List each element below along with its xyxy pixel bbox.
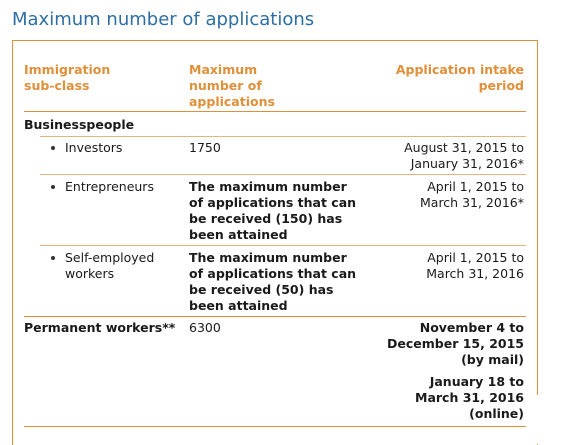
cell-line: be received (150) has bbox=[189, 211, 343, 226]
row-max-investors bbox=[189, 140, 221, 156]
cell-line: The maximum number bbox=[189, 250, 347, 265]
row-divider bbox=[40, 174, 526, 175]
cell-line: August 31, 2015 to bbox=[404, 140, 524, 155]
header-line: sub-class bbox=[24, 78, 90, 93]
cell-line: March 31, 2016* bbox=[420, 195, 524, 210]
row-subclass-entrepreneurs bbox=[65, 179, 154, 195]
cell-line: been attained bbox=[189, 227, 288, 242]
cell-line: workers bbox=[65, 266, 115, 281]
cell-line: (online) bbox=[469, 406, 524, 421]
header-line: period bbox=[478, 78, 524, 93]
row-max-permanent-workers: 6300 bbox=[189, 320, 221, 335]
cell-line: (by mail) bbox=[461, 352, 524, 367]
cell-line: of applications that can bbox=[189, 195, 357, 210]
cell-line: 1750 bbox=[189, 140, 221, 155]
section-label-permanent-workers: Permanent workers** bbox=[24, 320, 176, 335]
cell-line: December 15, 2015 bbox=[387, 336, 524, 351]
cell-line: Self-employed bbox=[65, 250, 155, 265]
cell-line: been attained bbox=[189, 298, 288, 313]
row-max-entrepreneurs bbox=[189, 179, 356, 243]
header-line: Application intake bbox=[395, 62, 524, 77]
cell-line: The maximum number bbox=[189, 179, 347, 194]
bullet-icon bbox=[51, 256, 55, 260]
cell-line: November 4 to bbox=[419, 320, 524, 335]
cell-line: March 31, 2016 bbox=[415, 390, 524, 405]
cell-line: April 1, 2015 to bbox=[427, 250, 524, 265]
row-subclass-self-employed bbox=[65, 250, 154, 282]
row-period-entrepreneurs bbox=[340, 179, 524, 211]
row-period-permanent-online bbox=[340, 374, 524, 422]
row-max-self-employed bbox=[189, 250, 356, 314]
section-divider bbox=[24, 316, 526, 317]
header-line: applications bbox=[189, 94, 275, 109]
bullet-icon bbox=[51, 146, 55, 150]
header-divider bbox=[24, 111, 526, 112]
row-period-investors bbox=[340, 140, 524, 172]
header-immigration-subclass bbox=[24, 62, 110, 94]
bullet-icon bbox=[51, 185, 55, 189]
page-title: Maximum number of applications bbox=[12, 9, 315, 30]
cell-line: January 31, 2016* bbox=[410, 156, 524, 171]
cell-line: Entrepreneurs bbox=[65, 179, 154, 194]
section-label-businesspeople: Businesspeople bbox=[24, 117, 135, 132]
cell-line: March 31, 2016 bbox=[426, 266, 524, 281]
row-divider bbox=[40, 245, 526, 246]
row-subclass-investors bbox=[65, 140, 122, 156]
row-period-permanent-mail bbox=[340, 320, 524, 368]
header-line: Maximum bbox=[189, 62, 258, 77]
cell-line: January 18 to bbox=[429, 374, 524, 389]
cell-line: Investors bbox=[65, 140, 123, 155]
cell-line: be received (50) has bbox=[189, 282, 334, 297]
header-line: Immigration bbox=[24, 62, 111, 77]
cell-line: of applications that can bbox=[189, 266, 357, 281]
table-bottom-divider bbox=[24, 426, 526, 427]
header-intake-period bbox=[370, 62, 524, 94]
cell-line: April 1, 2015 to bbox=[427, 179, 524, 194]
header-maximum-applications bbox=[189, 62, 275, 110]
header-line: number of bbox=[189, 78, 262, 93]
row-period-self-employed bbox=[340, 250, 524, 282]
row-divider bbox=[40, 136, 526, 137]
